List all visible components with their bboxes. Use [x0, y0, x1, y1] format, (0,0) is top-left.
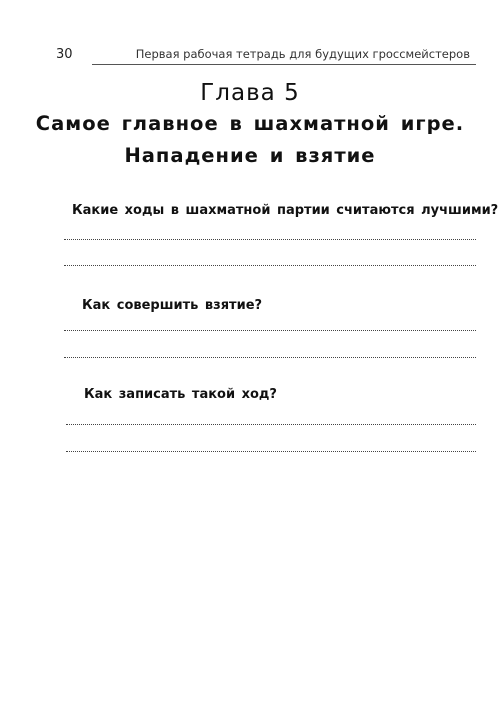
answer-line[interactable] [64, 330, 476, 331]
chapter-title-line-2: Нападение и взятие [124, 144, 376, 167]
answer-line[interactable] [64, 357, 476, 358]
header-rule [92, 64, 476, 65]
page-header [56, 46, 476, 66]
question-3: Как записать такой ход? [84, 387, 277, 402]
question-1: Какие ходы в шахматной партии считаются лучшими? [72, 203, 499, 218]
answer-line[interactable] [66, 451, 476, 452]
question-2: Как совершить взятие? [82, 298, 263, 313]
answer-line[interactable] [66, 424, 476, 425]
chapter-title-line-1: Самое главное в шахматной игре. [35, 112, 465, 135]
chapter-label: Глава 5 [200, 80, 300, 106]
chapter-title [0, 108, 500, 172]
answer-line[interactable] [64, 265, 476, 266]
page-number: 30 [56, 47, 73, 62]
running-title: Первая рабочая тетрадь для будущих гроссмейстеров [135, 47, 470, 61]
answer-line[interactable] [64, 239, 476, 240]
